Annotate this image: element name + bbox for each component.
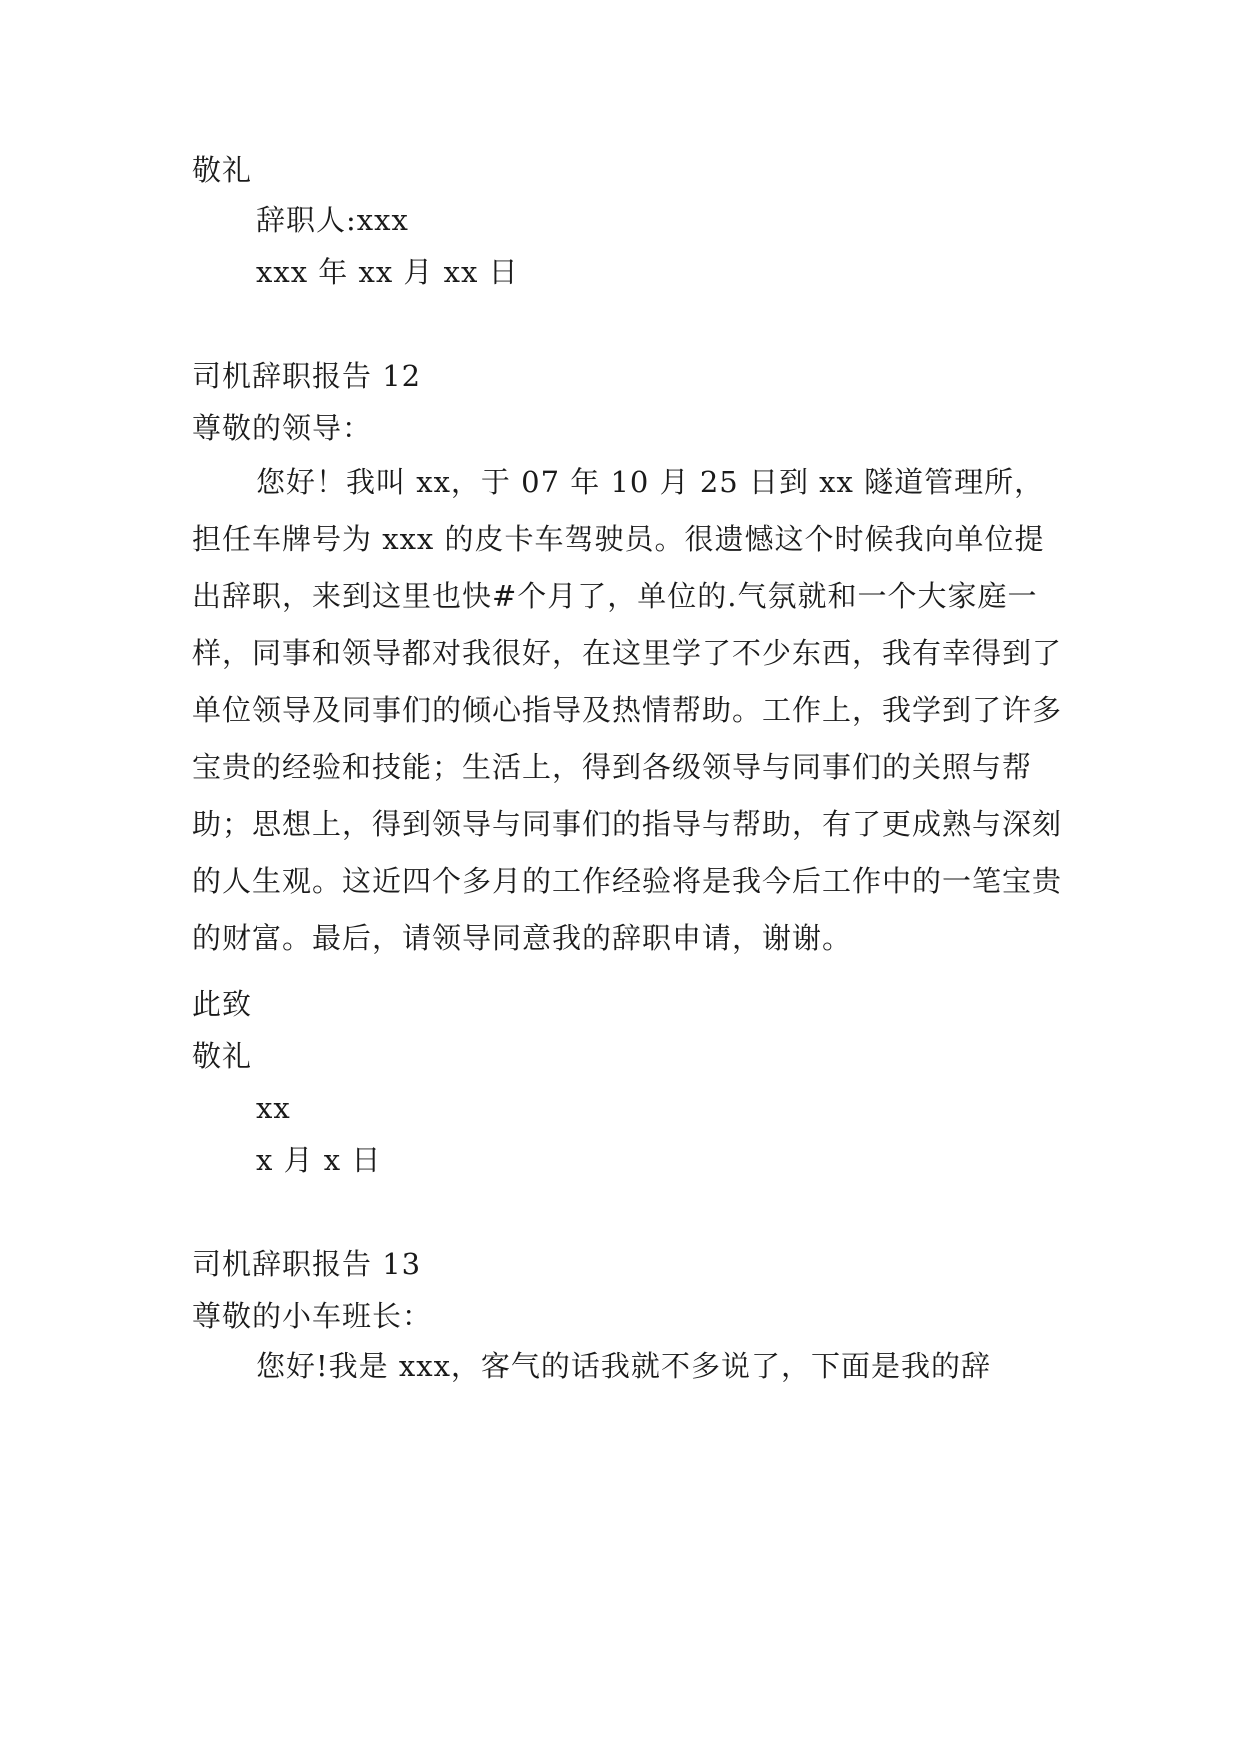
closing-line: 敬礼 (192, 153, 253, 187)
body-paragraph: 您好!我是 xxx，客气的话我就不多说了，下面是我的辞 (256, 1349, 991, 1383)
signer-line: 辞职人:xxx (256, 203, 409, 237)
date-line: xxx 年 xx 月 xx 日 (256, 255, 519, 289)
body-paragraph: 您好！我叫 xx，于 07 年 10 月 25 日到 xx 隧道管理所，担任车牌号为 xxx 的皮卡车驾驶员。很遗憾这个时候我向单位提出辞职，来到这里也快#个月了，单位的.气氛就和一个大家庭一样，同事和领导都对我很好，在这里学了不少东西，我有幸得到了单位领导及同事们的倾心指导及热情帮助。工作上，我学到了许多宝贵的经验和技能；生活上，得到各级领导与同事们的关照与帮助；思想上，得到领导与同事们的指导与帮助，有了更成熟与深刻的人生观。这近四个多月的工作经验将是我今后工作中的一笔宝贵的财富。最后，请领导同意我的辞职申请，谢谢。 (192, 465, 1063, 955)
closing-line: 敬礼 (192, 1039, 253, 1073)
salutation: 尊敬的小车班长： (192, 1299, 433, 1333)
salutation: 尊敬的领导： (192, 411, 373, 445)
section-title: 司机辞职报告 13 (192, 1247, 422, 1281)
section-title: 司机辞职报告 12 (192, 359, 422, 393)
closing-line: 此致 (192, 987, 253, 1021)
signer-line: xx (256, 1091, 291, 1125)
date-line: x 月 x 日 (256, 1143, 382, 1177)
